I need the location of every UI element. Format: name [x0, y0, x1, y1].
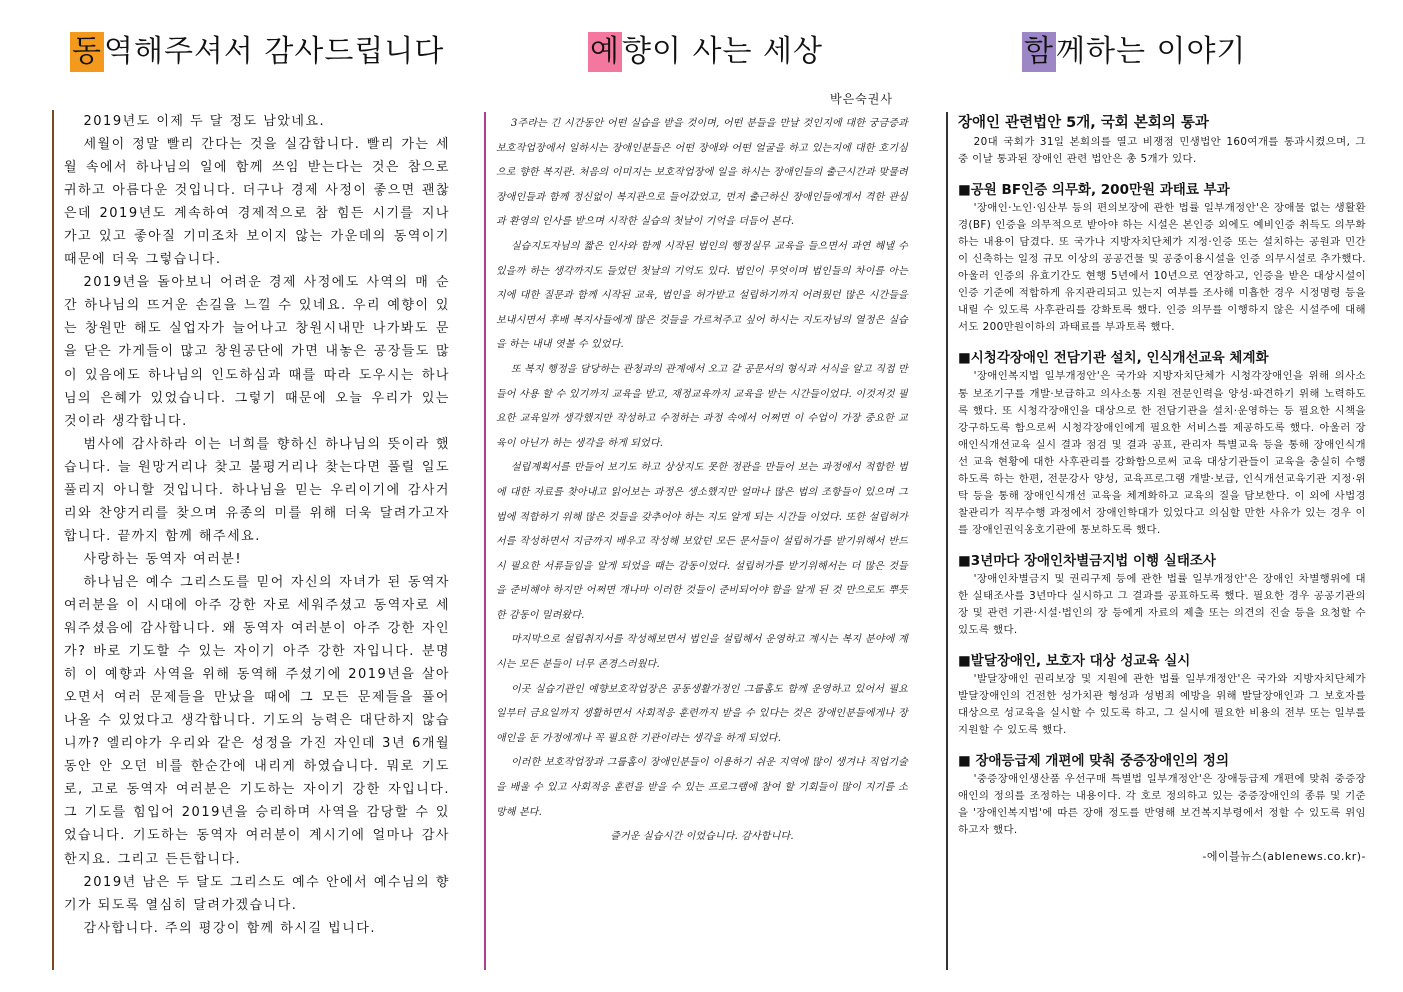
letter-body: [64, 110, 450, 940]
news-body: [958, 134, 1366, 168]
essay-paragraph: 3주라는 긴 시간동안 어떤 실습을 받을 것이며, 어떤 분들을 만날 것인지에 대한 궁금증과 보호작업장에서 일하시는 장애인분들은 어떤 장애와 어떤 얼굴을 하고 있는지에 대한 호기심으로 향한 복지관. 처음의 이미지는 보호작업장에 일을 하시는 장애인들의 출근시간과 맞물려 장애인들과 함께 정신없이 복지관으로 들어갔었고, 먼저 출근하신 장애인들에게서 격한 관심과 환영의 인사를 받으며 시작한 실습의 첫날이 기억을 더듬어 본다.: [496, 118, 908, 228]
author-name: 박은숙권사: [830, 92, 893, 106]
heading-col3-text: 께하는 이야기: [1055, 34, 1247, 69]
news-section-heading: ■ 장애등급제 개편에 맞춰 중증장애인의 정의: [958, 753, 1229, 770]
letter-paragraph: 범사에 감사하라 이는 너희를 향하신 하나님의 뜻이라 했습니다. 늘 원망거리나 찾고 불평거리나 찾는다면 풀릴 일도 풀리지 아니할 것입니다. 하나님을 믿는 우리이기에 감사거리와 찬양거리를 찾으며 유종의 미를 위해 더욱 달려가고자 합니다. 끝까지 함께 해주세요.: [64, 436, 450, 544]
news-title: 장애인 관련법안 5개, 국회 본회의 통과: [958, 115, 1209, 131]
essay-paragraph: 이곳 실습기관인 예향보호작업장은 공동생활가정인 그룹홈도 함께 운영하고 있어서 필요일부터 금요일까지 생활하면서 사회적응 훈련까지 받을 수 있다는 것은 장애인분들에게나 장애인을 둔 가정에게나 꼭 필요한 기관이라는 생각을 하게 되었다.: [496, 683, 908, 744]
letter-paragraph: 세월이 정말 빨리 간다는 것을 실감합니다. 빨리 가는 세월 속에서 하나님의 일에 함께 쓰임 받는다는 것은 참으로 귀하고 아름다운 것입니다. 더구나 경제 사정이 좋으면 괜찮은데 2019년도 계속하여 경제적으로 참 힘든 시기를 지나가고 있고 좋아질 기미조차 보이지 않는 가운데의 동역이기 때문에 더욱 그렇습니다.: [64, 137, 450, 268]
heading-col3-initial: 함: [1022, 32, 1056, 72]
essay-paragraph: 마지막으로 설립취지서를 작성해보면서 법인을 설립해서 운영하고 계시는 복지 분야에 계시는 모든 분들이 너무 존경스러웠다.: [496, 634, 908, 671]
letter-paragraph: 사랑하는 동역자 여러분!: [83, 551, 243, 567]
news-intro: 20대 국회가 31일 본회의를 열고 비쟁점 민생법안 160여개를 통과시켰으며, 그 중 이날 통과된 장애인 관련 법안은 총 5개가 있다.: [958, 136, 1366, 166]
news-section-body: '장애인복지법 일부개정안'은 국가와 지방자치단체가 시청각장애인을 위해 의사소통 보조기구를 개발·보급하고 의사소통 지원 전문인력을 양성·파견하기 위해 노력하도록 했다. 또 시청각장애인을 대상으로 한 전담기관을 설치·운영하는 등 필요한 시책을 강구하도록 함으로써 시청각장애인에게 필요한 서비스를 제공하도록 했다. 아울러 장애인식개선교육 실시 결과 점검 및 결과 공표, 관리자 특별교육 등을 통해 장애인식개선 교육 현황에 대한 사후관리를 강화함으로써 교육 대상기관들이 교육을 충실히 수행하도록 하는 한편, 전문강사 양성, 교육프로그램 개발·보급, 인식개선교육기관 지정·위탁 등을 통해 장애인식개선 교육을 체계화하고 교육의 질을 담보한다. 이 외에 사법경찰관리가 직무수행 과정에서 장애인학대가 있었다고 의심할 만한 사유가 있는 경우 이를 장애인권익옹호기관에 통보하도록 했다.: [958, 370, 1366, 536]
news-section-heading: ■시청각장애인 전담기관 설치, 인식개선교육 체계화: [958, 350, 1269, 367]
news-section-body: '장애인·노인·임산부 등의 편의보장에 관한 법률 일부개정안'은 장애물 없는 생활환경(BF) 인증을 의무적으로 받아야 하는 시설은 본인증 외에도 예비인증 취득도 의무화하는 내용이 담겼다. 또 국가나 지방자치단체가 지정·인증 또는 설치하는 공원과 민간이 신축하는 일정 규모 이상의 공공건물 및 공중이용시설을 인증 의무시설로 추가했다. 아울러 인증의 유효기간도 현행 5년에서 10년으로 연장하고, 인증을 받은 대상시설이 인증 기준에 적합하게 유지관리되고 있는지 여부를 조사해 미흡한 경우 시정명령 등을 내릴 수 있도록 사후관리를 강화토록 했다. 인증 의무를 이행하지 않은 시설주에 대해서도 200만원이하의 과태료를 부과토록 했다.: [958, 202, 1366, 334]
column-essay: [484, 112, 908, 970]
heading-col3: [1022, 32, 1246, 72]
letter-paragraph: 감사합니다. 주의 평강이 함께 하시길 빕니다.: [83, 920, 376, 936]
essay-paragraph: 설립계획서를 만들어 보기도 하고 상상지도 못한 정관을 만들어 보는 과정에서 적합한 법에 대한 자료를 찾아내고 읽어보는 과정은 생소했지만 얼마나 많은 법의 조항들이 있으며 그 법에 적합하기 위해 많은 것들을 갖추어야 하는 지도 알게 되는 시간들 이었다. 또한 설립허가서를 작성하면서 지금까지 배우고 작성해 보았던 모든 문서들이 설립허가를 받기위해서 반드시 필요한 서류들임을 알게 되었을 때는 감동이었다. 설립허가를 받기위해서는 더 많은 것들을 준비해야 하지만 어쩌면 개나마 이러한 것들이 준비되어야 함을 알게 된 것 만으로도 뿌듯한 감동이 밀려왔다.: [496, 462, 908, 621]
letter-paragraph: 하나님은 예수 그리스도를 믿어 자신의 자녀가 된 동역자 여러분을 이 시대에 아주 강한 자로 세워주셨고 동역자로 세워주셨음에 감사합니다. 왜 동역자 여러분이 아주 강한 자인가? 바로 기도할 수 있는 자이기 아주 강한 자입니다. 분명히 이 예향과 사역을 위해 동역해 주셨기에 2019년을 살아오면서 여러 문제들을 만났을 때에 그 모든 문제들을 풀어 나올 수 있었다고 생각합니다. 기도의 능력은 대단하지 않습니까? 엘리야가 우리와 같은 성정을 가진 자인데 3년 6개월 동안 안 오던 비를 한순간에 내리게 하였습니다. 뭐로 기도로, 고로 동역자 여러분은 기도하는 자이기 강한 자입니다. 그 기도를 힘입어 2019년을 승리하며 사역을 감당할 수 있었습니다. 기도하는 동역자 여러분이 계시기에 얼마나 감사한지요. 그리고 든든합니다.: [64, 574, 450, 867]
news-source: -에이블뉴스(ablenews.co.kr)-: [1202, 849, 1366, 863]
essay-paragraph: 이러한 보호작업장과 그룹홈이 장애인분들이 이용하기 쉬운 지역에 많이 생겨나 직업기술을 배울 수 있고 사회적응 훈련을 받을 수 있는 프로그램에 참여 할 기회들이 많이 지기를 소망해 본다.: [496, 757, 908, 818]
letter-paragraph: 2019년도 이제 두 달 정도 남았네요.: [83, 114, 326, 129]
essay-paragraph: 또 복지 행정을 담당하는 관청과의 관계에서 오고 갈 공문서의 형식과 서식을 알고 직접 만들어 사용 할 수 있기까지 교육을 받고, 재정교육까지 교육을 받는 시간들이었다. 이것저것 필요한 교육일까 생각했지만 작성하고 수정하는 과정 속에서 어쩌면 이 수업이 가장 중요한 교육이 아닌가 하는 생각을 하게 되었다.: [496, 363, 908, 449]
heading-col2-initial: 예: [588, 32, 622, 72]
essay-paragraph: 실습지도자님의 짧은 인사와 함께 시작된 법인의 행정실무 교육을 들으면서 과연 해낼 수 있을까 하는 생각까지도 들었던 첫날의 기억도 있다. 법인이 무엇이며 법인들의 차이를 아는지에 대한 질문과 함께 시작된 교육, 법인을 허가받고 설립하기까지 어려웠던 많은 시간들을 보내시면서 후배 복지사들에게 많은 것들을 가르쳐주고 싶어 하시는 지도자님의 열정은 실습을 하는 내내 엿볼 수 있었다.: [496, 240, 908, 351]
essay-closing: 즐거운 실습시간 이었습니다. 감사합니다.: [610, 831, 794, 843]
heading-col2: [588, 32, 823, 72]
heading-col2-text: 향이 사는 세상: [621, 34, 823, 69]
letter-paragraph: 2019년을 돌아보니 어려운 경제 사정에도 사역의 매 순간 하나님의 뜨거운 손길을 느낄 수 있네요. 우리 예향이 있는 창원만 해도 실업자가 늘어나고 창원시내만 나가봐도 문을 닫은 가게들이 많고 창원공단에 가면 내놓은 공장들도 많이 있음에도 하나님의 인도하심과 때를 따라 도우시는 하나님의 은혜가 있었습니다. 그렇기 때문에 오늘 우리가 있는 것이라 생각합니다.: [64, 275, 450, 429]
news-section-heading: ■공원 BF인증 의무화, 200만원 과태료 부과: [958, 182, 1230, 199]
news-section-body: '중증장애인생산품 우선구매 특별법 일부개정안'은 장애등급제 개편에 맞춰 중증장애인의 정의를 조정하는 내용이다. 각 호로 정의하고 있는 중증장애인의 종류 및 기준을 '장애인복지법'에 따른 장애 정도를 반영해 보건복지부령에서 정할 수 있도록 위임하고자 했다.: [958, 773, 1366, 837]
column-letter: [52, 110, 450, 970]
news-section-heading: ■발달장애인, 보호자 대상 성교육 실시: [958, 653, 1191, 670]
letter-paragraph: 2019년 남은 두 달도 그리스도 예수 안에서 예수님의 향기가 되도록 열심히 달려가겠습니다.: [64, 874, 450, 913]
heading-col1-text: 역해주셔서 감사드립니다: [103, 34, 445, 69]
essay-body: [496, 112, 908, 850]
heading-col1-initial: 동: [70, 32, 104, 72]
column-news: [946, 112, 1366, 970]
news-section-body: '발달장애인 권리보장 및 지원에 관한 법률 일부개정안'은 국가와 지방자치단체가 발달장애인의 건전한 성가치관 형성과 성범죄 예방을 위해 발달장애인과 그 보호자를 대상으로 성교육을 실시할 수 있도록 하고, 그 실시에 필요한 비용의 전부 또는 일부를 지원할 수 있도록 했다.: [958, 673, 1366, 737]
heading-col1: [70, 32, 444, 72]
news-section-body: '장애인차별금지 및 권리구제 등에 관한 법률 일부개정안'은 장애인 차별행위에 대한 실태조사를 3년마다 실시하고 그 결과를 공표하도록 했다. 필요한 경우 공공기관의 장 및 관련 기관·시설·법인의 장 등에게 자료의 제출 또는 의견의 진술 등을 요청할 수 있도록 했다.: [958, 572, 1366, 637]
news-section-heading: ■3년마다 장애인차별금지법 이행 실태조사: [958, 552, 1216, 569]
